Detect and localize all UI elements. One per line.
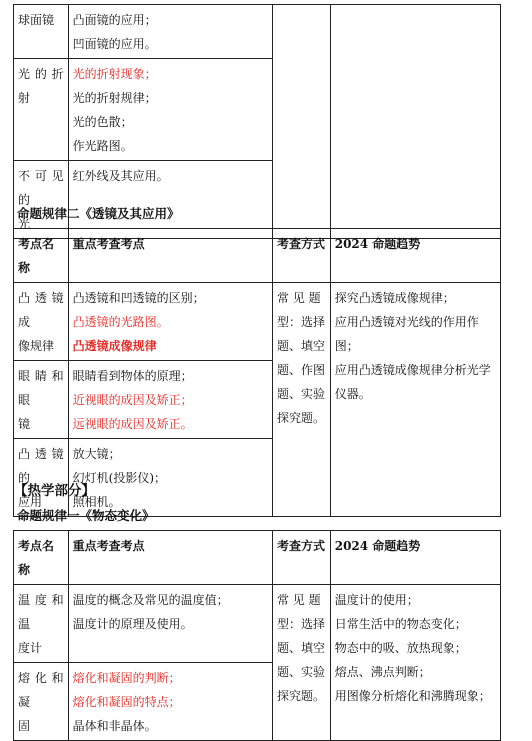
- trend-line: 用图像分析熔化和沸腾现象；: [334, 689, 491, 703]
- key-points-cell: [68, 585, 272, 663]
- key-point-line: 光的折射规律；: [72, 91, 157, 105]
- key-point-line: 远视眼的成因及矫正。: [72, 417, 193, 431]
- topic-line: 像规律: [18, 339, 55, 353]
- header-exam-method: 考查方式: [272, 531, 330, 585]
- exam-method-line: 题、实验: [276, 665, 325, 679]
- trend-line: 熔点、沸点判断；: [334, 665, 431, 679]
- header-topic: 考点名称: [14, 531, 69, 585]
- trend-line: 应用凸透镜对光线的作用作图；: [334, 315, 479, 353]
- trend-line: 物态中的吸、放热现象；: [334, 641, 467, 655]
- topic-cell: [14, 5, 69, 59]
- key-points-cell: [68, 283, 272, 361]
- exam-method-line: 题、实验: [276, 387, 325, 401]
- topic-line: 镜: [18, 417, 31, 431]
- exam-method-cell: [272, 585, 330, 741]
- key-point-line: 温度的概念及常见的温度值；: [72, 593, 229, 607]
- exam-method-line: 题、填空: [276, 339, 325, 353]
- part-title-thermal: 【热学部分】: [14, 483, 95, 499]
- header-trend: 2024 命题趋势: [330, 229, 500, 283]
- topic-line: 光: [18, 217, 31, 231]
- key-point-line: 凹面镜的应用。: [72, 37, 157, 51]
- key-points-cell: [68, 59, 272, 161]
- topic-line: 眼睛和眼: [18, 369, 64, 407]
- topic-cell: [14, 59, 69, 161]
- trend-cell: [330, 283, 500, 517]
- topic-cell: [14, 361, 69, 439]
- exam-method-line: 题、填空: [276, 641, 325, 655]
- header-key-points: 重点考查考点: [68, 229, 272, 283]
- exam-method-cell: [272, 5, 330, 239]
- key-point-line: 凸透镜和凹透镜的区别；: [72, 291, 205, 305]
- topic-line: 应用: [18, 495, 43, 509]
- lens-table: [13, 228, 501, 517]
- topic-cell: [14, 283, 69, 361]
- exam-method-line: 型：选择: [276, 315, 325, 329]
- key-point-line: 凸透镜的光路图。: [72, 315, 169, 329]
- header-exam-method: 考查方式: [272, 229, 330, 283]
- key-point-line: 温度计的原理及使用。: [72, 617, 193, 631]
- key-point-line: 红外线及其应用。: [72, 169, 169, 183]
- key-points-cell: [68, 439, 272, 517]
- key-point-line: 晶体和非晶体。: [72, 719, 157, 733]
- topic-line: 度计: [18, 641, 43, 655]
- topic-line: 凸透镜成: [18, 291, 64, 329]
- topic-line: 熔化和凝: [18, 671, 64, 709]
- key-point-line: 眼睛看到物体的原理；: [72, 369, 193, 383]
- key-points-cell: [68, 663, 272, 741]
- trend-cell: [330, 5, 500, 239]
- table-header-row: [14, 229, 501, 283]
- exam-method-line: 常 见 题: [276, 593, 321, 607]
- topic-cell: [14, 663, 69, 741]
- table-row: [14, 5, 501, 59]
- topic-line: 光的折射: [18, 67, 64, 105]
- key-point-line: 近视眼的成因及矫正；: [72, 393, 193, 407]
- trend-line: 应用凸透镜成像规律分析光学仪器。: [334, 363, 491, 401]
- optics-continuation-table: [13, 4, 501, 239]
- key-point-line: 放大镜；: [72, 447, 121, 461]
- topic-line: 不可见的: [18, 169, 64, 207]
- topic-line: 固: [18, 719, 31, 733]
- key-points-cell: [68, 361, 272, 439]
- topic-line: 球面镜: [18, 13, 55, 27]
- exam-method-line: 题、作图: [276, 363, 325, 377]
- key-point-line: 幻灯机(投影仪)；: [72, 471, 167, 485]
- exam-method-line: 探究题。: [276, 411, 325, 425]
- header-trend: 2024 命题趋势: [330, 531, 500, 585]
- exam-method-line: 常 见 题: [276, 291, 321, 305]
- key-point-line: 凸面镜的应用；: [72, 13, 157, 27]
- key-point-line: 作光路图。: [72, 139, 133, 153]
- topic-line: 凸透镜的: [18, 447, 64, 485]
- key-points-cell: [68, 5, 272, 59]
- state-change-table: [13, 530, 501, 741]
- topic-cell: [14, 161, 69, 239]
- key-point-line: 光的折射现象；: [72, 67, 157, 81]
- section-title-state-change: 命题规律一《物态变化》: [17, 508, 155, 523]
- key-point-line: 光的色散；: [72, 115, 133, 129]
- trend-cell: [330, 585, 500, 741]
- section-title-lens: 命题规律二《透镜及其应用》: [17, 206, 180, 221]
- key-point-line: 熔化和凝固的特点；: [72, 695, 181, 709]
- key-point-line: 熔化和凝固的判断；: [72, 671, 181, 685]
- trend-line: 探究凸透镜成像规律；: [334, 291, 455, 305]
- table-header-row: [14, 531, 501, 585]
- topic-cell: [14, 439, 69, 517]
- header-key-points: 重点考查考点: [68, 531, 272, 585]
- trend-line: 温度计的使用；: [334, 593, 419, 607]
- table-row: [14, 585, 501, 663]
- header-topic: 考点名称: [14, 229, 69, 283]
- topic-line: 温度和温: [18, 593, 64, 631]
- exam-method-line: 探究题。: [276, 689, 325, 703]
- topic-cell: [14, 585, 69, 663]
- key-point-line: 凸透镜成像规律: [72, 339, 157, 353]
- exam-method-cell: [272, 283, 330, 517]
- key-point-line: 照相机。: [72, 495, 121, 509]
- table-row: [14, 283, 501, 361]
- key-points-cell: [68, 161, 272, 239]
- exam-method-line: 型：选择: [276, 617, 325, 631]
- trend-line: 日常生活中的物态变化；: [334, 617, 467, 631]
